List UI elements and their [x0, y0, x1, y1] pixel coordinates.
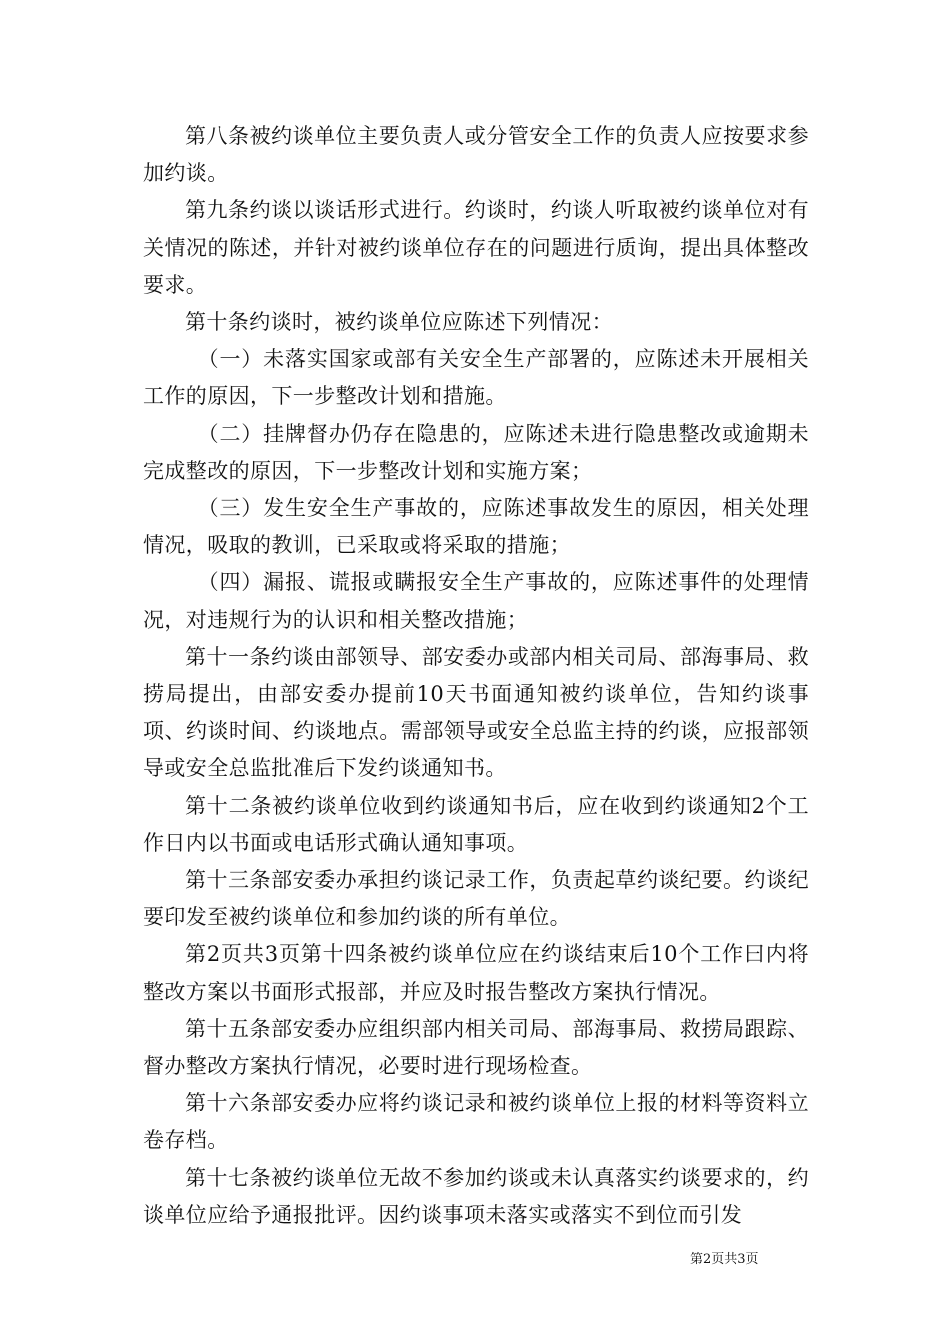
page-number-footer: 第2页共3页	[690, 1252, 759, 1267]
paragraph-article-12: 第十二条被约谈单位收到约谈通知书后，应在收到约谈通知2个工作日内以书面或电话形式确认通知事项。	[143, 793, 809, 855]
paragraph-article-14: 第2页共3页第十四条被约谈单位应在约谈结束后10个工作曰内将整改方案以书面形式报部，并应及时报告整改方案执行情况。	[143, 942, 809, 1004]
document-body	[143, 118, 809, 1234]
paragraph-article-9: 第九条约谈以谈话形式进行。约谈时，约谈人听取被约谈单位对有关情况的陈述，并针对被约谈单位存在的问题进行质询，提出具体整改要求。	[143, 198, 809, 297]
paragraph-item-1: （一）未落实国家或部有关安全生产部署的，应陈述未开展相关工作的原因，下一步整改计划和措施。	[143, 347, 809, 409]
paragraph-article-13: 第十三条部安委办承担约谈记录工作，负责起草约谈纪要。约谈纪要印发至被约谈单位和参加约谈的所有单位。	[143, 868, 809, 930]
paragraph-item-3: （三）发生安全生产事故的，应陈述事故发生的原因，相关处理情况，吸取的教训，已采取或将采取的措施；	[143, 496, 809, 558]
paragraph-article-17: 第十七条被约谈单位无故不参加约谈或未认真落实约谈要求的，约谈单位应给予通报批评。因约谈事项未落实或落实不到位而引发	[143, 1165, 809, 1227]
paragraph-article-16: 第十六条部安委办应将约谈记录和被约谈单位上报的材料等资料立卷存档。	[143, 1091, 809, 1153]
paragraph-article-10: 第十条约谈时，被约谈单位应陈述下列情况：	[185, 310, 613, 335]
paragraph-article-8: 第八条被约谈单位主要负责人或分管安全工作的负责人应按要求参加约谈。	[143, 124, 809, 186]
paragraph-article-11: 第十一条约谈由部领导、部安委办或部内相关司局、部海事局、救捞局提出，由部安委办提前10天书面通知被约谈单位，告知约谈事项、约谈时间、约谈地点。需部领导或安全总监主持的约谈，应报部领导或安全总监批准后下发约谈通知书。	[143, 644, 809, 781]
paragraph-article-15: 第十五条部安委办应组织部内相关司局、部海事局、救捞局跟踪、督办整改方案执行情况，必要时进行现场检查。	[143, 1016, 809, 1079]
paragraph-item-2: （二）挂牌督办仍存在隐患的，应陈述未进行隐患整改或逾期未完成整改的原因，下一步整改计划和实施方案；	[143, 421, 809, 483]
paragraph-item-4: （四）漏报、谎报或瞒报安全生产事故的，应陈述事件的处理情况，对违规行为的认识和相关整改措施；	[143, 570, 809, 632]
